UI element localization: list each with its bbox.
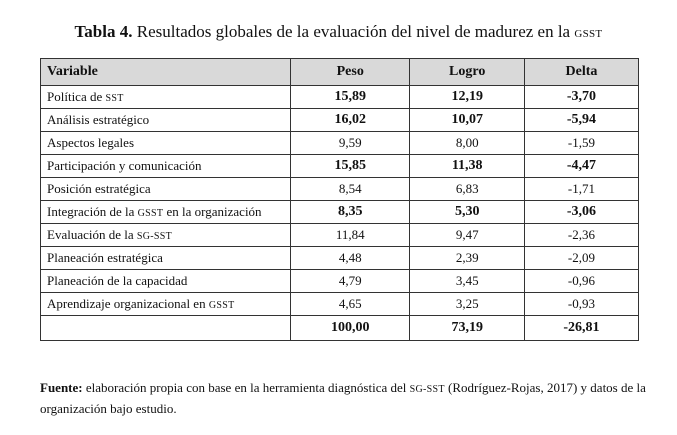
variable-cell (41, 155, 291, 178)
table-row (41, 155, 639, 178)
variable-cell (41, 293, 291, 316)
peso-cell: 4,79 (291, 270, 410, 293)
table-body (41, 86, 639, 341)
source-text-before: elaboración propia con base en la herramienta diagnóstica del (85, 380, 407, 395)
variable-name: Integración de la (47, 204, 135, 219)
table-caption-acronym: GSST (574, 28, 603, 40)
variable-name: Planeación estratégica (47, 250, 163, 265)
header-logro: Logro (410, 59, 524, 86)
maturity-results-table (40, 58, 639, 341)
variable-cell (41, 178, 291, 201)
variable-name: Participación y comunicación (47, 158, 202, 173)
peso-cell: 8,54 (291, 178, 410, 201)
table-row (41, 247, 639, 270)
variable-name: Posición estratégica (47, 181, 151, 196)
source-acronym: SG-SST (409, 384, 445, 395)
variable-cell (41, 270, 291, 293)
logro-cell: 9,47 (410, 224, 524, 247)
logro-cell: 3,25 (410, 293, 524, 316)
table-row (41, 270, 639, 293)
table-title (0, 22, 677, 42)
table-row (41, 201, 639, 224)
logro-cell: 2,39 (410, 247, 524, 270)
table-row (41, 224, 639, 247)
table-row (41, 86, 639, 109)
variable-name-suffix: en la organización (166, 204, 262, 219)
variable-name: Aprendizaje organizacional en (47, 296, 206, 311)
peso-cell: 15,85 (291, 155, 410, 178)
variable-cell (41, 109, 291, 132)
logro-cell: 3,45 (410, 270, 524, 293)
variable-name: Planeación de la capacidad (47, 273, 188, 288)
table-number: Tabla 4. (74, 22, 133, 41)
variable-cell (41, 224, 291, 247)
header-delta: Delta (524, 59, 638, 86)
table-row (41, 132, 639, 155)
variable-name: Aspectos legales (47, 135, 135, 150)
source-text-after: (Rodríguez-Rojas, 2017) y datos de la organización bajo estudio. (40, 380, 646, 416)
header-peso: Peso (291, 59, 410, 86)
header-variable: Variable (41, 59, 291, 86)
variable-cell (41, 86, 291, 109)
peso-cell: 9,59 (291, 132, 410, 155)
peso-cell: 15,89 (291, 86, 410, 109)
delta-cell: -0,96 (524, 270, 638, 293)
logro-cell: 6,83 (410, 178, 524, 201)
table-row (41, 109, 639, 132)
delta-cell: -4,47 (524, 155, 638, 178)
table-row (41, 178, 639, 201)
delta-cell: -1,71 (524, 178, 638, 201)
variable-acronym: GSST (137, 208, 164, 219)
delta-cell: -0,93 (524, 293, 638, 316)
logro-cell: 5,30 (410, 201, 524, 224)
table-row (41, 293, 639, 316)
variable-name: Análisis estratégico (47, 112, 150, 127)
total-logro-cell: 73,19 (410, 316, 524, 341)
delta-cell: -3,70 (524, 86, 638, 109)
delta-cell: -2,09 (524, 247, 638, 270)
variable-cell (41, 132, 291, 155)
total-label-cell (41, 316, 291, 341)
variable-cell (41, 247, 291, 270)
variable-cell (41, 201, 291, 224)
peso-cell: 11,84 (291, 224, 410, 247)
total-row (41, 316, 639, 341)
logro-cell: 12,19 (410, 86, 524, 109)
peso-cell: 8,35 (291, 201, 410, 224)
variable-name: Evaluación de la (47, 227, 134, 242)
table-header-row (41, 59, 639, 86)
delta-cell: -1,59 (524, 132, 638, 155)
variable-acronym: SG-SST (136, 231, 173, 242)
delta-cell: -2,36 (524, 224, 638, 247)
logro-cell: 11,38 (410, 155, 524, 178)
logro-cell: 8,00 (410, 132, 524, 155)
table-caption: Resultados globales de la evaluación del nivel de madurez en la (136, 22, 571, 41)
variable-acronym: SST (105, 93, 124, 104)
variable-name: Política de (47, 89, 103, 104)
variable-acronym: GSST (208, 300, 235, 311)
total-peso-cell: 100,00 (291, 316, 410, 341)
total-delta-cell: -26,81 (524, 316, 638, 341)
peso-cell: 16,02 (291, 109, 410, 132)
peso-cell: 4,65 (291, 293, 410, 316)
delta-cell: -3,06 (524, 201, 638, 224)
peso-cell: 4,48 (291, 247, 410, 270)
source-note (40, 378, 650, 418)
logro-cell: 10,07 (410, 109, 524, 132)
delta-cell: -5,94 (524, 109, 638, 132)
source-label: Fuente: (40, 380, 83, 395)
